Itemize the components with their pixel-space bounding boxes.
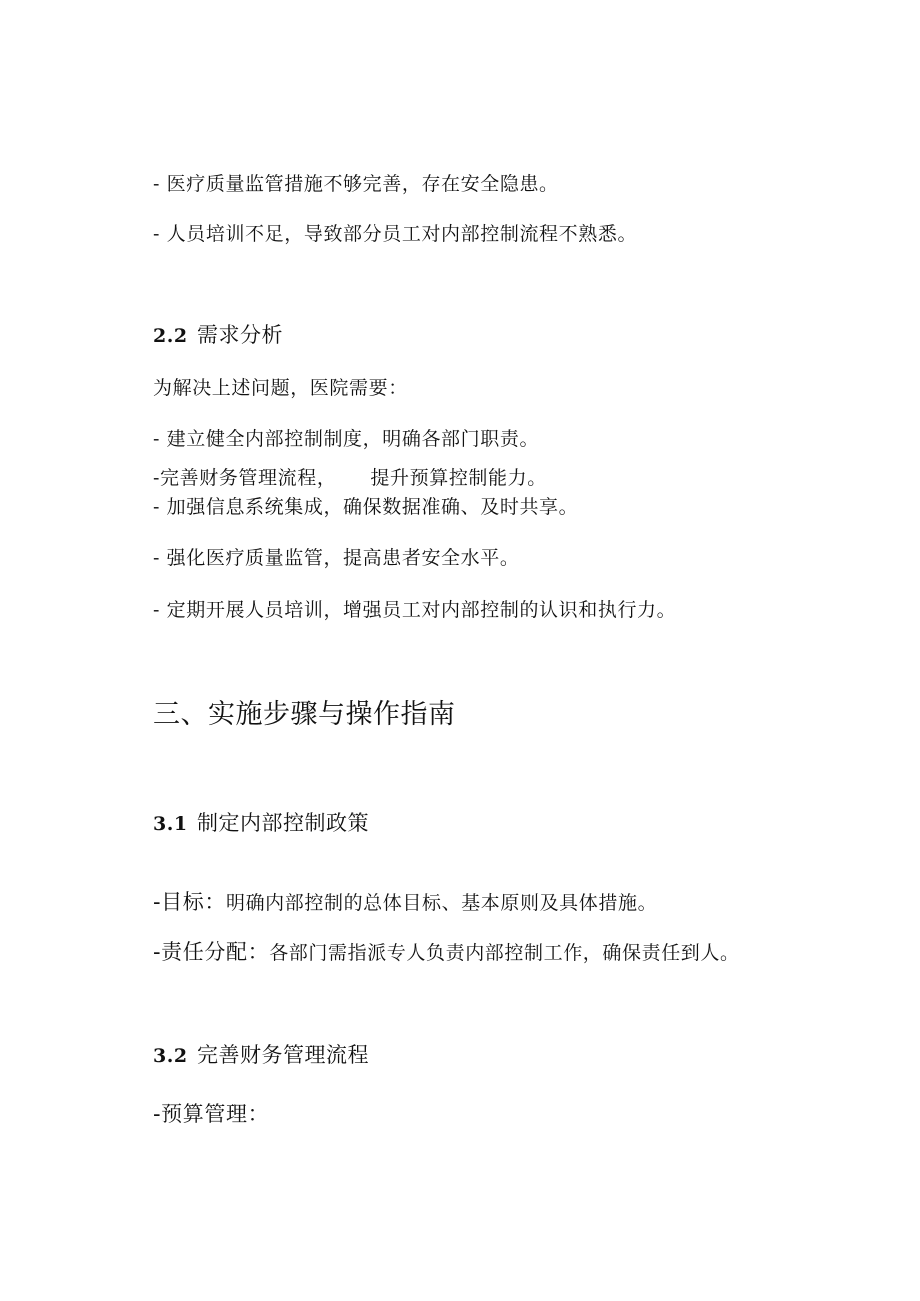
list-item: - 医疗质量监管措施不够完善，存在安全隐患。	[153, 173, 559, 195]
chapter-title: 三、实施步骤与操作指南	[153, 699, 456, 730]
section-title: 需求分析	[197, 323, 283, 347]
goal-line	[153, 889, 657, 916]
list-item: - 建立健全内部控制制度，明确各部门职责。	[153, 428, 540, 450]
section-title: 完善财务管理流程	[197, 1043, 369, 1067]
budget-label: -预算管理：	[153, 1102, 270, 1126]
list-item: - 加强信息系统集成，确保数据准确、及时共享。	[153, 496, 579, 518]
section-number: 2.2	[153, 325, 188, 347]
section-heading-2-2	[153, 321, 283, 350]
duty-text: 各部门需指派专人负责内部控制工作，确保责任到人。	[269, 942, 740, 964]
section-number: 3.1	[153, 813, 188, 835]
section-title: 制定内部控制政策	[197, 811, 369, 835]
list-item: - 定期开展人员培训，增强员工对内部控制的认识和执行力。	[153, 599, 677, 621]
goal-label: -目标：	[153, 890, 226, 914]
duty-label: -责任分配：	[153, 940, 270, 964]
section-heading-3-1	[153, 809, 369, 838]
paragraph: 为解决上述问题，医院需要：	[153, 377, 408, 399]
goal-text: 明确内部控制的总体目标、基本原则及具体措施。	[225, 892, 658, 914]
budget-line	[153, 1101, 269, 1128]
section-number: 3.2	[153, 1045, 188, 1067]
list-item	[153, 465, 547, 491]
list-item: - 人员培训不足，导致部分员工对内部控制流程不熟悉。	[153, 223, 638, 245]
list-item-text: 提升预算控制能力。	[370, 467, 547, 489]
list-item-text: -完善财务管理流程，	[153, 467, 337, 489]
duty-line	[153, 939, 740, 966]
list-item: - 强化医疗质量监管，提高患者安全水平。	[153, 547, 520, 569]
section-heading-3-2	[153, 1041, 369, 1070]
